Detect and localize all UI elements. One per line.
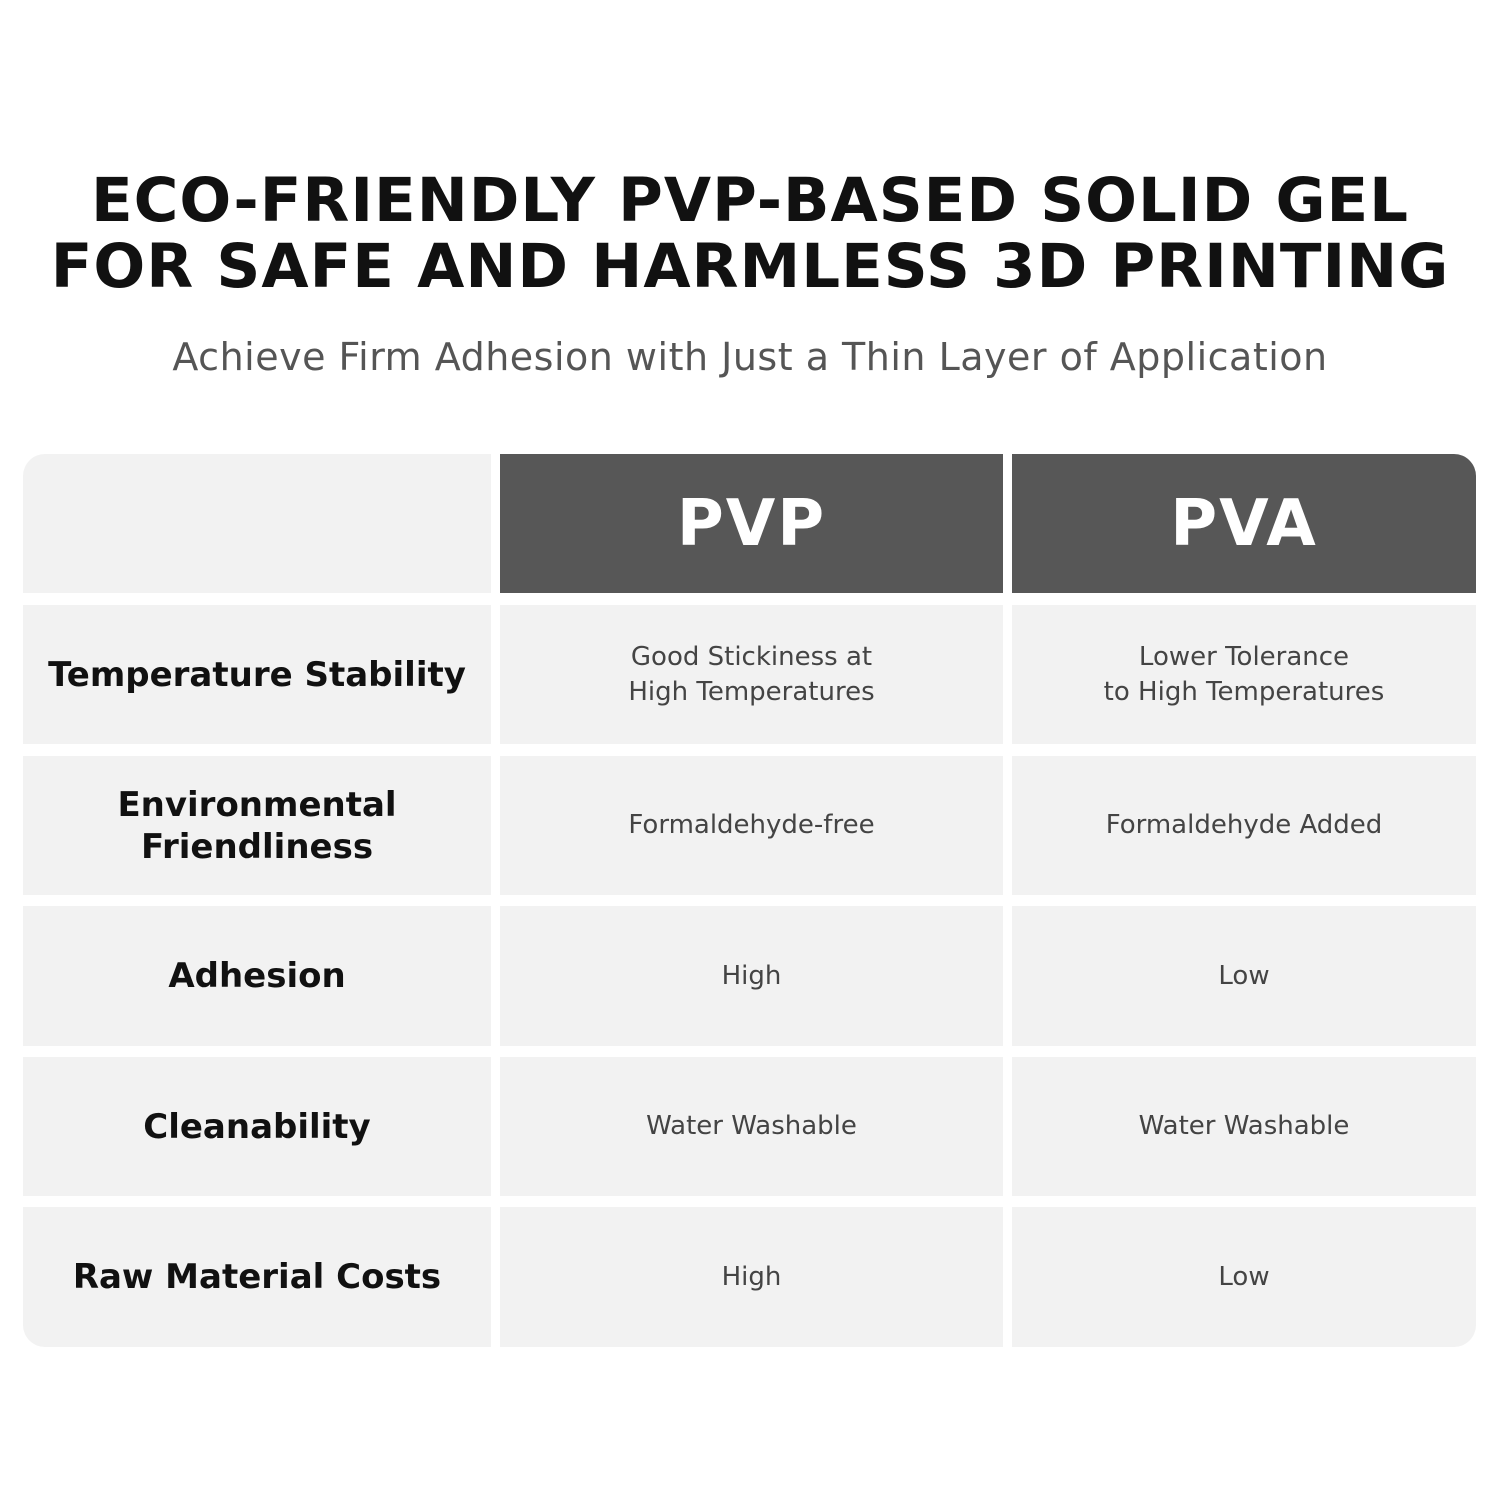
cell-pvp-adhesion [500,906,1003,1046]
cell-pva-adhesion [1012,906,1476,1046]
cell-value: Good Stickiness at High Temperatures [628,641,875,707]
cell-value: Lower Tolerance to High Temperatures [1103,641,1385,707]
headline [0,165,1500,302]
row-label-temperature-stability [23,605,491,744]
comparison-table [23,454,1476,1347]
row-label-adhesion [23,906,491,1046]
row-label-text: Cleanability [143,1106,371,1147]
cell-value: Formaldehyde-free [628,810,875,840]
header-empty-cell [23,454,491,593]
row-label-text: Environmental Friendliness [117,784,397,867]
cell-pva-raw-material-costs [1012,1207,1476,1347]
row-label-text: Raw Material Costs [72,1257,442,1297]
cell-pvp-cleanability [500,1057,1003,1196]
cell-value: Water Washable [1138,1111,1350,1141]
cell-value: Low [1218,1261,1270,1292]
subtitle: Achieve Firm Adhesion with Just a Thin Layer of Application [172,335,1328,379]
cell-value: Formaldehyde Added [1105,810,1383,840]
cell-value: High [721,960,782,991]
headline-line-2: FOR SAFE AND HARMLESS 3D PRINTING [50,231,1450,302]
row-label-text: Adhesion [168,956,346,996]
row-label-text: Temperature Stability [48,654,466,695]
column-header-pvp: PVP [500,454,1003,593]
cell-value: High [721,1261,782,1292]
cell-pva-temperature-stability [1012,605,1476,744]
cell-value: Low [1218,960,1270,991]
cell-pvp-temperature-stability [500,605,1003,744]
cell-pva-cleanability [1012,1057,1476,1196]
column-header-pva: PVA [1012,454,1476,593]
cell-value: Water Washable [646,1111,857,1141]
cell-pvp-raw-material-costs [500,1207,1003,1347]
cell-pvp-environmental-friendliness [500,756,1003,895]
row-label-environmental-friendliness [23,756,491,895]
cell-pva-environmental-friendliness [1012,756,1476,895]
row-label-cleanability [23,1057,491,1196]
headline-line-1: ECO-FRIENDLY PVP-BASED SOLID GEL [90,165,1410,236]
row-label-raw-material-costs [23,1207,491,1347]
